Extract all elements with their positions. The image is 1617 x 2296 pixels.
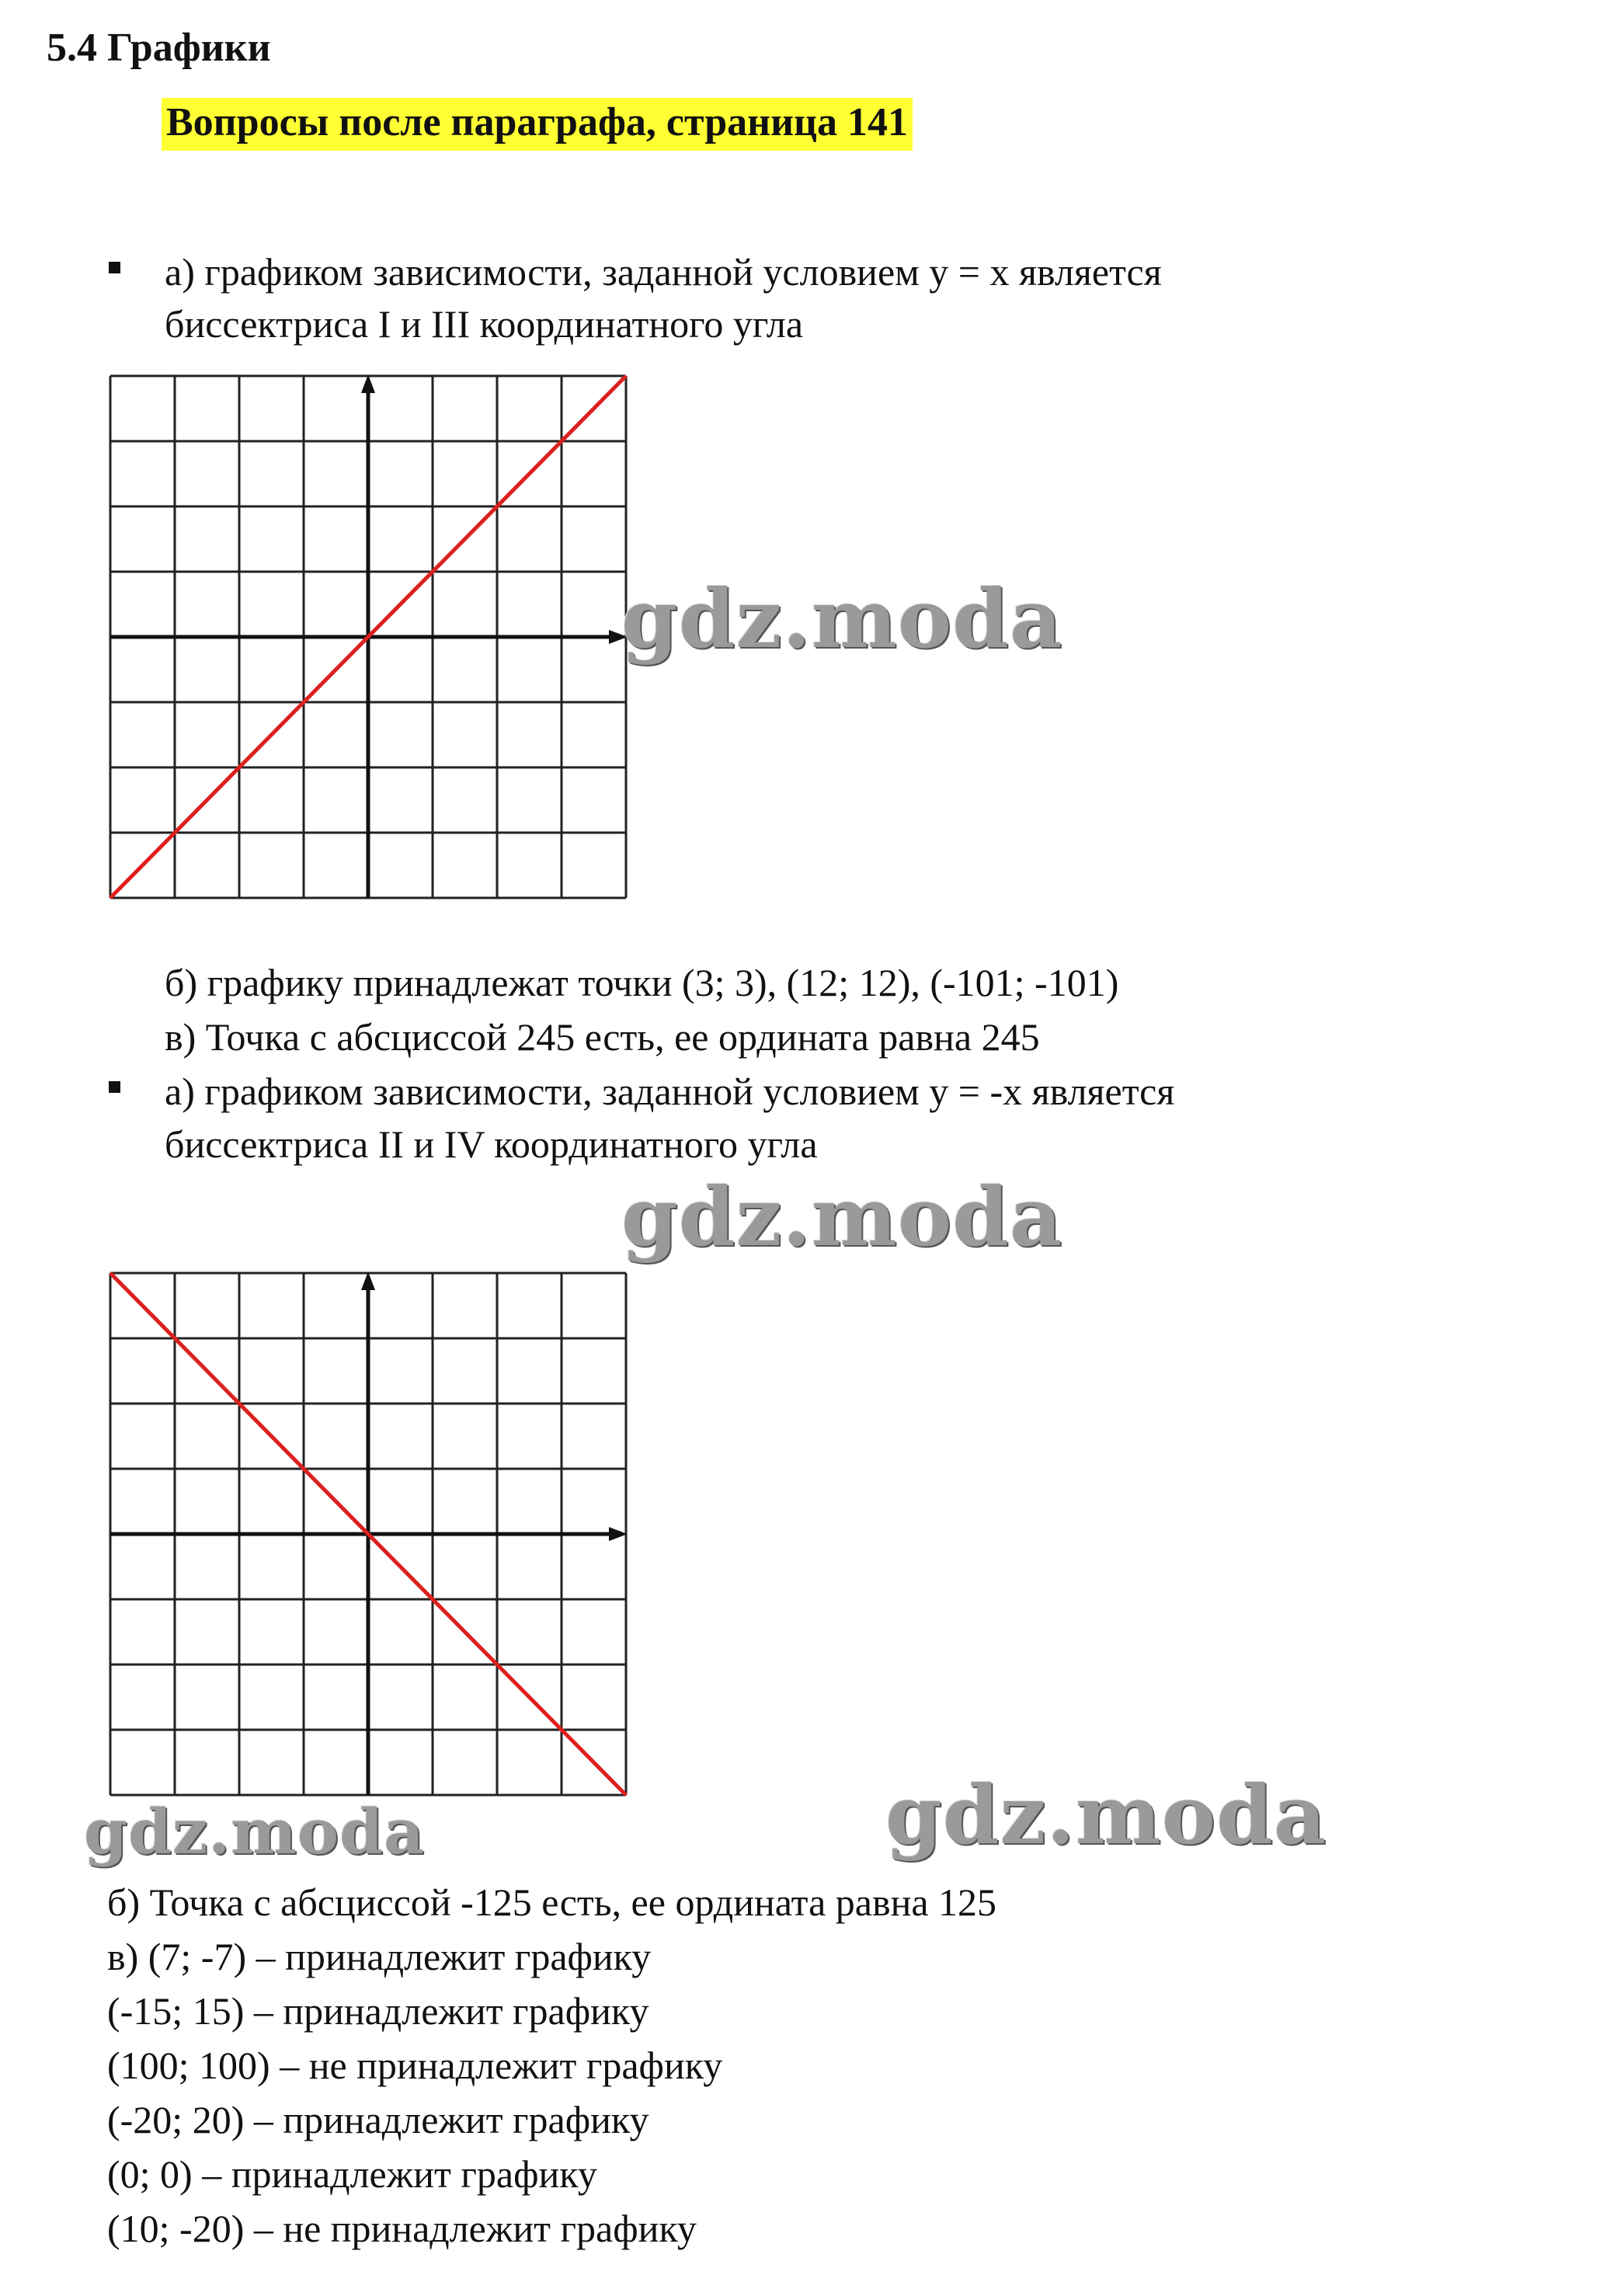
watermark: gdz.moda	[621, 1169, 1063, 1265]
block2-a-line1: а) графиком зависимости, заданной условием y = -x является	[165, 1070, 1175, 1113]
bullet-marker	[109, 1081, 120, 1093]
point-check-item: (100; 100) – не принадлежит графику	[107, 2044, 723, 2087]
block1-b-text: б) графику принадлежат точки (3; 3), (12; 12), (-101; -101)	[165, 961, 1119, 1004]
watermark: gdz.moda	[84, 1795, 425, 1868]
x-axis-arrow	[609, 1527, 628, 1541]
watermark: gdz.moda	[621, 571, 1063, 666]
point-check-item: (-15; 15) – принадлежит графику	[107, 1989, 649, 2033]
block2-v-text: в) (7; -7) – принадлежит графику	[107, 1935, 652, 1978]
watermark: gdz.moda	[885, 1767, 1327, 1863]
point-check-item: (-20; 20) – принадлежит графику	[107, 2098, 649, 2141]
section-title: 5.4 Графики	[47, 26, 271, 70]
block2-a-line2: биссектриса II и IV координатного угла	[165, 1122, 818, 1166]
point-check-item: (0; 0) – принадлежит графику	[107, 2152, 597, 2196]
point-check-item: (10; -20) – не принадлежит графику	[107, 2207, 697, 2250]
graph-y-equals-x	[107, 373, 629, 901]
block1-a-line1: а) графиком зависимости, заданной условием y = x является	[165, 250, 1162, 294]
y-axis-arrow	[361, 374, 375, 393]
bullet-marker	[109, 262, 120, 273]
subtitle-highlighted: Вопросы после параграфа, страница 141	[162, 98, 913, 151]
graph-y-equals-minus-x	[107, 1270, 629, 1798]
block1-a-line2: биссектриса I и III координатного угла	[165, 302, 804, 346]
block2-b-text: б) Точка с абсциссой -125 есть, ее ордината равна 125	[107, 1880, 997, 1924]
block1-v-text: в) Точка с абсциссой 245 есть, ее ордината равна 245	[165, 1015, 1040, 1059]
y-axis-arrow	[361, 1271, 375, 1290]
